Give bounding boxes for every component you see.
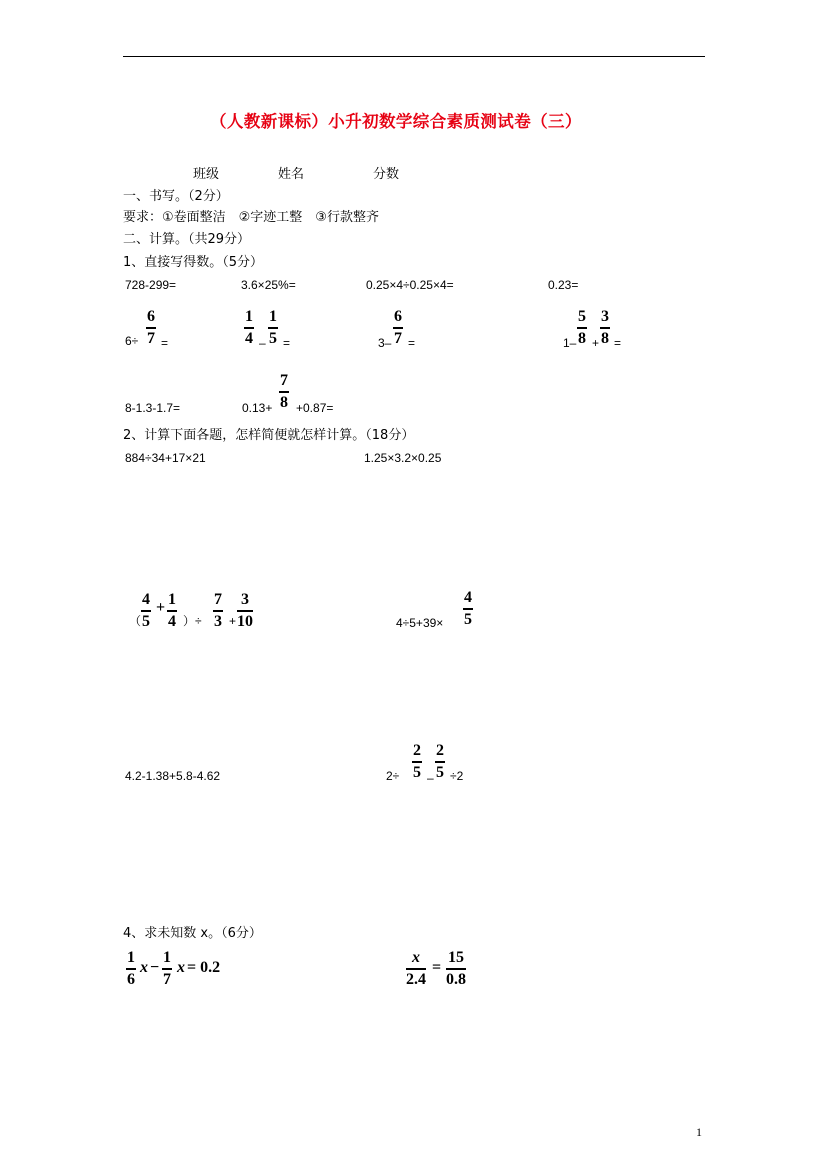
- section1-heading: 一、书写。（2分）: [123, 189, 229, 204]
- row2a-equals: =: [161, 336, 169, 350]
- fraction-3-10: 3 10: [237, 591, 253, 630]
- eq1-x2: x: [177, 959, 185, 976]
- eq1-rhs: = 0.2: [187, 959, 221, 976]
- row2b-equals: =: [283, 336, 291, 350]
- row3b-prefix: 0.13+: [242, 401, 273, 415]
- name-label: 姓名: [278, 167, 305, 182]
- fraction-x-2-4: x 2.4: [406, 949, 426, 988]
- fraction-15-0-8: 15 0.8: [446, 949, 466, 988]
- q6-prefix: 2÷: [386, 769, 400, 783]
- row2c-prefix: 3–: [378, 336, 392, 350]
- score-label: 分数: [373, 167, 400, 182]
- row3b-suffix: +0.87=: [296, 401, 334, 415]
- eq1-minus: −: [150, 959, 160, 976]
- section2-heading: 二、计算。（共29分）: [123, 232, 251, 247]
- fraction-7-8: 7 8: [280, 372, 288, 411]
- problem-3-6x25pct: 3.6×25%=: [241, 278, 296, 292]
- problem-8-1-3-1-7: 8-1.3-1.7=: [125, 401, 181, 415]
- q3-plus: +: [156, 599, 166, 616]
- row2d-plus: +: [592, 336, 600, 350]
- row2a-prefix: 6÷: [125, 334, 139, 348]
- part2-heading: 2、计算下面各题，怎样简便就怎样计算。（18分）: [123, 428, 415, 443]
- problem-884: 884÷34+17×21: [125, 451, 206, 465]
- fraction-1-5: 1 5: [269, 308, 277, 347]
- problem-1-25x3-2: 1.25×3.2×0.25: [364, 451, 442, 465]
- problem-728-299: 728-299=: [125, 278, 177, 292]
- row2d-prefix: 1–: [563, 336, 577, 350]
- section1-requirement: 要求：①卷面整洁 ②字迹工整 ③行款整齐: [123, 210, 379, 225]
- fraction-1-7: 1 7: [163, 949, 171, 988]
- eq1-x1: x: [140, 959, 148, 976]
- part1-heading: 1、直接写得数。（5分）: [123, 255, 264, 270]
- fraction-6-7b: 6 7: [394, 308, 402, 347]
- fraction-1-4b: 1 4: [168, 591, 176, 630]
- q6-minus: –: [427, 771, 434, 785]
- header-rule: [123, 56, 705, 57]
- page-number: 1: [696, 1125, 702, 1139]
- q3-plus2: +: [229, 614, 237, 628]
- problem-0-23: 0.23=: [548, 278, 579, 292]
- fraction-4-5b: 4 5: [464, 589, 472, 628]
- q4-prefix: 4÷5+39×: [396, 616, 444, 630]
- fraction-4-5: 4 5: [142, 591, 150, 630]
- fraction-6-7: 6 7: [147, 308, 155, 347]
- fraction-1-6: 1 6: [127, 949, 135, 988]
- page-title: （人教新课标）小升初数学综合素质测试卷（三）: [210, 112, 582, 131]
- eq2-equals: =: [432, 959, 442, 976]
- row2b-minus: –: [259, 336, 266, 350]
- problem-4-2: 4.2-1.38+5.8-4.62: [125, 769, 221, 783]
- fraction-5-8: 5 8: [578, 308, 586, 347]
- fraction-1-4: 1 4: [245, 308, 253, 347]
- row2c-equals: =: [408, 336, 416, 350]
- fraction-2-5b: 2 5: [436, 742, 444, 781]
- fraction-2-5: 2 5: [413, 742, 421, 781]
- q6-suffix: ÷2: [450, 769, 464, 783]
- problem-0-25x4: 0.25×4÷0.25×4=: [366, 278, 454, 292]
- q3-open: （: [129, 614, 142, 628]
- row2d-equals: =: [614, 336, 622, 350]
- section4-heading: 4、求未知数 x。（6分）: [123, 926, 262, 941]
- fraction-3-8: 3 8: [601, 308, 609, 347]
- q3-close-divide: ）÷: [183, 614, 202, 628]
- class-label: 班级: [193, 167, 220, 182]
- fraction-7-3: 7 3: [214, 591, 222, 630]
